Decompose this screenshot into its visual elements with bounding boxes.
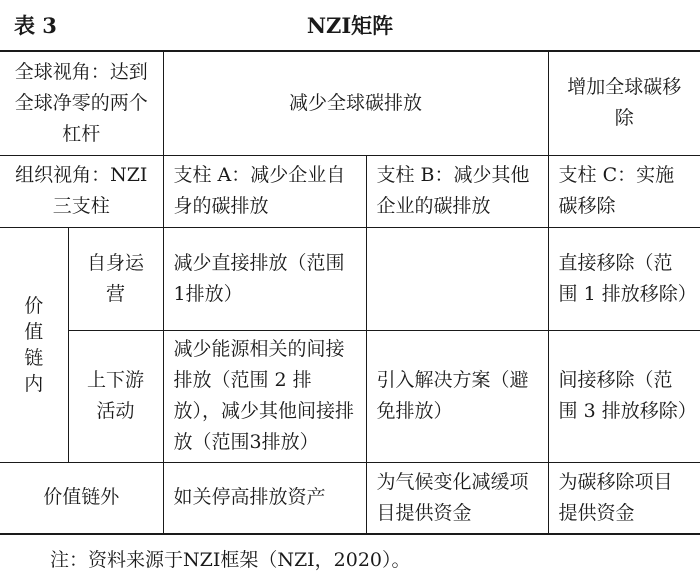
- table-note: 注：资料来源于NZI框架（NZI，2020）。: [50, 549, 411, 571]
- outside-value-chain-label: 价值链外: [0, 462, 163, 534]
- upstream-downstream-label: 上下游活动: [68, 330, 163, 462]
- header-reduce-global-emissions: 减少全球碳排放: [163, 51, 548, 155]
- table-title: NZI矩阵: [306, 13, 394, 38]
- table-row: [0, 330, 700, 462]
- outside-value-chain-pillar-c: 为碳移除项目提供资金: [548, 462, 700, 534]
- table-number: 表 3: [14, 13, 57, 38]
- outside-value-chain-pillar-a: 如关停高排放资产: [163, 462, 366, 534]
- header-global-perspective: 全球视角：达到全球净零的两个杠杆: [0, 51, 163, 155]
- table-row: [0, 227, 700, 330]
- org-perspective-label: 组织视角：NZI 三支柱: [0, 155, 163, 227]
- own-operations-pillar-a: 减少直接排放（范围1排放）: [163, 227, 366, 330]
- upstream-downstream-pillar-c: 间接移除（范围 3 排放移除）: [548, 330, 700, 462]
- outside-value-chain-pillar-b: 为气候变化减缓项目提供资金: [366, 462, 548, 534]
- upstream-downstream-pillar-a: 减少能源相关的间接排放（范围 2 排放），减少其他间接排放（范围3排放）: [163, 330, 366, 462]
- in-value-chain-label: [0, 227, 68, 462]
- in-value-chain-text: 价值链内: [24, 294, 44, 395]
- own-operations-pillar-b: [366, 227, 548, 330]
- table-caption: [14, 10, 686, 42]
- pillar-a: 支柱 A：减少企业自身的碳排放: [163, 155, 366, 227]
- pillar-b: 支柱 B：减少其他企业的碳排放: [366, 155, 548, 227]
- pillar-c: 支柱 C：实施碳移除: [548, 155, 700, 227]
- table-row: [0, 51, 700, 155]
- upstream-downstream-pillar-b: 引入解决方案（避免排放）: [366, 330, 548, 462]
- nzi-matrix-table: [0, 50, 700, 535]
- header-increase-global-removal: 增加全球碳移除: [548, 51, 700, 155]
- table-row: [0, 155, 700, 227]
- own-operations-pillar-c: 直接移除（范围 1 排放移除）: [548, 227, 700, 330]
- own-operations-label: 自身运营: [68, 227, 163, 330]
- table-row: [0, 462, 700, 534]
